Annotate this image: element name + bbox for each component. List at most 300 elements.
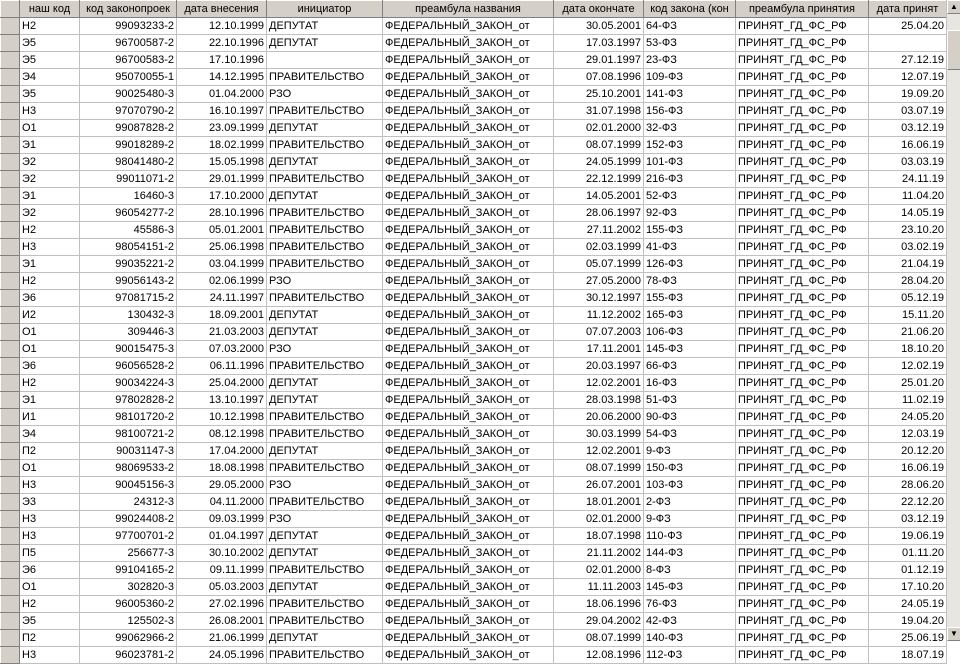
table-cell[interactable]: 03.04.1999: [177, 256, 267, 273]
table-cell[interactable]: ПРИНЯТ_ГД_ФС_РФ: [736, 341, 869, 358]
table-cell[interactable]: 2-ФЗ: [644, 494, 736, 511]
table-cell[interactable]: 126-ФЗ: [644, 256, 736, 273]
table-cell[interactable]: ДЕПУТАТ: [267, 375, 383, 392]
row-selector[interactable]: [1, 120, 20, 137]
table-cell[interactable]: Э2: [20, 205, 80, 222]
table-cell[interactable]: 12.07.19: [869, 69, 947, 86]
table-cell[interactable]: 28.10.1996: [177, 205, 267, 222]
table-row[interactable]: [1, 137, 947, 154]
table-cell[interactable]: О1: [20, 341, 80, 358]
table-cell[interactable]: ПРИНЯТ_ГД_ФС_РФ: [736, 358, 869, 375]
row-selector[interactable]: [1, 256, 20, 273]
row-selector[interactable]: [1, 52, 20, 69]
table-cell[interactable]: Н3: [20, 511, 80, 528]
table-row[interactable]: [1, 120, 947, 137]
row-selector[interactable]: [1, 222, 20, 239]
table-cell[interactable]: ФЕДЕРАЛЬНЫЙ_ЗАКОН_от: [383, 154, 554, 171]
table-cell[interactable]: 16.10.1997: [177, 103, 267, 120]
table-cell[interactable]: ПРИНЯТ_ГД_ФС_РФ: [736, 613, 869, 630]
table-cell[interactable]: 18.02.1999: [177, 137, 267, 154]
table-cell[interactable]: ДЕПУТАТ: [267, 324, 383, 341]
table-cell[interactable]: О1: [20, 120, 80, 137]
column-header[interactable]: преамбула названия: [383, 1, 554, 18]
table-cell[interactable]: 21.06.1999: [177, 630, 267, 647]
table-cell[interactable]: ФЕДЕРАЛЬНЫЙ_ЗАКОН_от: [383, 256, 554, 273]
table-cell[interactable]: ПРАВИТЕЛЬСТВО: [267, 205, 383, 222]
table-cell[interactable]: ПРИНЯТ_ГД_ФС_РФ: [736, 494, 869, 511]
table-cell[interactable]: 96023781-2: [80, 647, 177, 664]
table-row[interactable]: [1, 69, 947, 86]
table-cell[interactable]: 9-ФЗ: [644, 511, 736, 528]
table-cell[interactable]: 03.12.19: [869, 511, 947, 528]
table-cell[interactable]: ФЕДЕРАЛЬНЫЙ_ЗАКОН_от: [383, 222, 554, 239]
table-cell[interactable]: Э2: [20, 154, 80, 171]
table-cell[interactable]: Н2: [20, 222, 80, 239]
table-cell[interactable]: 66-ФЗ: [644, 358, 736, 375]
table-cell[interactable]: РЗО: [267, 86, 383, 103]
table-cell[interactable]: 30.03.1999: [554, 426, 644, 443]
table-cell[interactable]: И1: [20, 409, 80, 426]
table-cell[interactable]: ФЕДЕРАЛЬНЫЙ_ЗАКОН_от: [383, 86, 554, 103]
table-cell[interactable]: ПРАВИТЕЛЬСТВО: [267, 596, 383, 613]
row-selector[interactable]: [1, 341, 20, 358]
table-cell[interactable]: 12.02.2001: [554, 375, 644, 392]
table-cell[interactable]: 11.11.2003: [554, 579, 644, 596]
table-cell[interactable]: 29.01.1999: [177, 171, 267, 188]
table-cell[interactable]: 156-ФЗ: [644, 103, 736, 120]
table-cell[interactable]: Э1: [20, 256, 80, 273]
table-cell[interactable]: 97081715-2: [80, 290, 177, 307]
table-cell[interactable]: 30.12.1997: [554, 290, 644, 307]
table-cell[interactable]: О1: [20, 579, 80, 596]
table-cell[interactable]: П2: [20, 443, 80, 460]
table-cell[interactable]: 28.04.20: [869, 273, 947, 290]
table-cell[interactable]: ФЕДЕРАЛЬНЫЙ_ЗАКОН_от: [383, 426, 554, 443]
table-cell[interactable]: 22.10.1996: [177, 35, 267, 52]
table-cell[interactable]: Э1: [20, 392, 80, 409]
table-cell[interactable]: 90015475-3: [80, 341, 177, 358]
table-cell[interactable]: ДЕПУТАТ: [267, 120, 383, 137]
table-cell[interactable]: 05.07.1999: [554, 256, 644, 273]
table-row[interactable]: [1, 256, 947, 273]
table-row[interactable]: [1, 494, 947, 511]
table-cell[interactable]: 16.06.19: [869, 137, 947, 154]
table-cell[interactable]: 10.12.1998: [177, 409, 267, 426]
table-row[interactable]: [1, 154, 947, 171]
table-cell[interactable]: Э3: [20, 494, 80, 511]
table-cell[interactable]: Э6: [20, 562, 80, 579]
table-cell[interactable]: 130432-3: [80, 307, 177, 324]
table-cell[interactable]: 01.11.20: [869, 545, 947, 562]
table-cell[interactable]: 20.12.20: [869, 443, 947, 460]
row-selector[interactable]: [1, 86, 20, 103]
table-cell[interactable]: ФЕДЕРАЛЬНЫЙ_ЗАКОН_от: [383, 324, 554, 341]
table-row[interactable]: [1, 392, 947, 409]
table-cell[interactable]: 16460-3: [80, 188, 177, 205]
table-cell[interactable]: ПРИНЯТ_ГД_ФС_РФ: [736, 290, 869, 307]
table-cell[interactable]: ПРИНЯТ_ГД_ФС_РФ: [736, 239, 869, 256]
table-cell[interactable]: 31.07.1998: [554, 103, 644, 120]
row-selector[interactable]: [1, 613, 20, 630]
row-selector[interactable]: [1, 630, 20, 647]
table-cell[interactable]: 28.03.1998: [554, 392, 644, 409]
table-cell[interactable]: ДЕПУТАТ: [267, 443, 383, 460]
table-cell[interactable]: 99011071-2: [80, 171, 177, 188]
table-cell[interactable]: ПРИНЯТ_ГД_ФС_РФ: [736, 324, 869, 341]
table-cell[interactable]: 02.06.1999: [177, 273, 267, 290]
table-cell[interactable]: 76-ФЗ: [644, 596, 736, 613]
row-selector[interactable]: [1, 205, 20, 222]
table-cell[interactable]: 144-ФЗ: [644, 545, 736, 562]
table-cell[interactable]: ПРИНЯТ_ГД_ФС_РФ: [736, 647, 869, 664]
table-cell[interactable]: 22.12.1999: [554, 171, 644, 188]
table-cell[interactable]: ПРИНЯТ_ГД_ФС_РФ: [736, 562, 869, 579]
row-selector[interactable]: [1, 273, 20, 290]
table-cell[interactable]: ДЕПУТАТ: [267, 545, 383, 562]
table-cell[interactable]: 19.04.20: [869, 613, 947, 630]
table-cell[interactable]: О1: [20, 324, 80, 341]
table-cell[interactable]: ФЕДЕРАЛЬНЫЙ_ЗАКОН_от: [383, 205, 554, 222]
table-cell[interactable]: 90045156-3: [80, 477, 177, 494]
table-cell[interactable]: 145-ФЗ: [644, 579, 736, 596]
table-row[interactable]: [1, 290, 947, 307]
table-cell[interactable]: ПРИНЯТ_ГД_ФС_РФ: [736, 35, 869, 52]
table-cell[interactable]: 18.07.19: [869, 647, 947, 664]
table-cell[interactable]: ПРАВИТЕЛЬСТВО: [267, 239, 383, 256]
table-cell[interactable]: 90025480-3: [80, 86, 177, 103]
row-selector[interactable]: [1, 511, 20, 528]
table-cell[interactable]: 05.01.2001: [177, 222, 267, 239]
table-cell[interactable]: 25.04.20: [869, 18, 947, 35]
row-selector[interactable]: [1, 579, 20, 596]
table-cell[interactable]: 18.10.20: [869, 341, 947, 358]
table-cell[interactable]: 02.03.1999: [554, 239, 644, 256]
row-selector[interactable]: [1, 409, 20, 426]
column-header[interactable]: код законопроек: [80, 1, 177, 18]
table-cell[interactable]: ПРИНЯТ_ГД_ФС_РФ: [736, 460, 869, 477]
row-selector[interactable]: [1, 18, 20, 35]
table-cell[interactable]: 21.06.20: [869, 324, 947, 341]
table-cell[interactable]: 19.06.19: [869, 528, 947, 545]
table-cell[interactable]: 24.05.19: [869, 596, 947, 613]
row-selector[interactable]: [1, 154, 20, 171]
table-cell[interactable]: 08.07.1999: [554, 630, 644, 647]
table-cell[interactable]: ФЕДЕРАЛЬНЫЙ_ЗАКОН_от: [383, 528, 554, 545]
table-cell[interactable]: ФЕДЕРАЛЬНЫЙ_ЗАКОН_от: [383, 307, 554, 324]
table-cell[interactable]: ФЕДЕРАЛЬНЫЙ_ЗАКОН_от: [383, 375, 554, 392]
table-cell[interactable]: ФЕДЕРАЛЬНЫЙ_ЗАКОН_от: [383, 494, 554, 511]
table-cell[interactable]: 16.06.19: [869, 460, 947, 477]
table-cell[interactable]: ПРИНЯТ_ГД_ФС_РФ: [736, 477, 869, 494]
table-cell[interactable]: ПРАВИТЕЛЬСТВО: [267, 69, 383, 86]
vertical-scrollbar[interactable]: [946, 0, 960, 641]
table-cell[interactable]: 112-ФЗ: [644, 647, 736, 664]
table-cell[interactable]: 98041480-2: [80, 154, 177, 171]
row-selector[interactable]: [1, 358, 20, 375]
table-cell[interactable]: ФЕДЕРАЛЬНЫЙ_ЗАКОН_от: [383, 460, 554, 477]
table-row[interactable]: [1, 273, 947, 290]
table-cell[interactable]: ФЕДЕРАЛЬНЫЙ_ЗАКОН_от: [383, 239, 554, 256]
table-cell[interactable]: П2: [20, 630, 80, 647]
table-cell[interactable]: ПРИНЯТ_ГД_ФС_РФ: [736, 528, 869, 545]
table-cell[interactable]: 152-ФЗ: [644, 137, 736, 154]
table-cell[interactable]: ПРАВИТЕЛЬСТВО: [267, 426, 383, 443]
table-cell[interactable]: 145-ФЗ: [644, 341, 736, 358]
table-cell[interactable]: 05.12.19: [869, 290, 947, 307]
table-cell[interactable]: 06.11.1996: [177, 358, 267, 375]
column-header[interactable]: инициатор: [267, 1, 383, 18]
table-cell[interactable]: 54-ФЗ: [644, 426, 736, 443]
table-cell[interactable]: ПРИНЯТ_ГД_ФС_РФ: [736, 18, 869, 35]
table-cell[interactable]: Н2: [20, 273, 80, 290]
table-cell[interactable]: ПРИНЯТ_ГД_ФС_РФ: [736, 52, 869, 69]
table-cell[interactable]: 52-ФЗ: [644, 188, 736, 205]
table-cell[interactable]: ФЕДЕРАЛЬНЫЙ_ЗАКОН_от: [383, 358, 554, 375]
table-cell[interactable]: ПРИНЯТ_ГД_ФС_РФ: [736, 120, 869, 137]
column-header[interactable]: дата принят: [869, 1, 947, 18]
table-row[interactable]: [1, 86, 947, 103]
row-selector[interactable]: [1, 494, 20, 511]
table-cell[interactable]: 17.10.20: [869, 579, 947, 596]
table-cell[interactable]: Э5: [20, 35, 80, 52]
table-cell[interactable]: 51-ФЗ: [644, 392, 736, 409]
table-cell[interactable]: 01.12.19: [869, 562, 947, 579]
table-cell[interactable]: 64-ФЗ: [644, 18, 736, 35]
table-cell[interactable]: 29.04.2002: [554, 613, 644, 630]
table-cell[interactable]: ПРИНЯТ_ГД_ФС_РФ: [736, 222, 869, 239]
table-cell[interactable]: 92-ФЗ: [644, 205, 736, 222]
table-cell[interactable]: 125502-3: [80, 613, 177, 630]
table-cell[interactable]: 23.10.20: [869, 222, 947, 239]
table-cell[interactable]: 26.07.2001: [554, 477, 644, 494]
row-selector[interactable]: [1, 324, 20, 341]
table-cell[interactable]: 19.09.20: [869, 86, 947, 103]
table-cell[interactable]: ДЕПУТАТ: [267, 630, 383, 647]
table-cell[interactable]: 20.03.1997: [554, 358, 644, 375]
table-cell[interactable]: 141-ФЗ: [644, 86, 736, 103]
table-row[interactable]: [1, 647, 947, 664]
row-selector[interactable]: [1, 647, 20, 664]
row-selector[interactable]: [1, 188, 20, 205]
table-cell[interactable]: 20.06.2000: [554, 409, 644, 426]
table-cell[interactable]: 05.03.2003: [177, 579, 267, 596]
table-row[interactable]: [1, 477, 947, 494]
table-row[interactable]: [1, 341, 947, 358]
table-cell[interactable]: ФЕДЕРАЛЬНЫЙ_ЗАКОН_от: [383, 443, 554, 460]
table-cell[interactable]: 27.02.1996: [177, 596, 267, 613]
table-cell[interactable]: 18.07.1998: [554, 528, 644, 545]
table-cell[interactable]: 96700583-2: [80, 52, 177, 69]
table-row[interactable]: [1, 222, 947, 239]
table-cell[interactable]: 26.08.2001: [177, 613, 267, 630]
row-selector[interactable]: [1, 69, 20, 86]
table-cell[interactable]: РЗО: [267, 477, 383, 494]
table-cell[interactable]: 78-ФЗ: [644, 273, 736, 290]
row-selector[interactable]: [1, 426, 20, 443]
table-row[interactable]: [1, 188, 947, 205]
table-cell[interactable]: ФЕДЕРАЛЬНЫЙ_ЗАКОН_от: [383, 392, 554, 409]
table-cell[interactable]: РЗО: [267, 273, 383, 290]
table-cell[interactable]: Э6: [20, 290, 80, 307]
table-cell[interactable]: 27.12.19: [869, 52, 947, 69]
table-row[interactable]: [1, 205, 947, 222]
table-cell[interactable]: 04.11.2000: [177, 494, 267, 511]
table-cell[interactable]: ФЕДЕРАЛЬНЫЙ_ЗАКОН_от: [383, 579, 554, 596]
table-cell[interactable]: ФЕДЕРАЛЬНЫЙ_ЗАКОН_от: [383, 613, 554, 630]
table-cell[interactable]: ПРАВИТЕЛЬСТВО: [267, 460, 383, 477]
table-row[interactable]: [1, 239, 947, 256]
table-cell[interactable]: Э5: [20, 613, 80, 630]
row-selector[interactable]: [1, 239, 20, 256]
table-cell[interactable]: 14.05.2001: [554, 188, 644, 205]
table-cell[interactable]: 99018289-2: [80, 137, 177, 154]
table-cell[interactable]: 25.01.20: [869, 375, 947, 392]
table-cell[interactable]: Э5: [20, 86, 80, 103]
row-selector[interactable]: [1, 35, 20, 52]
table-cell[interactable]: ДЕПУТАТ: [267, 154, 383, 171]
table-cell[interactable]: Э6: [20, 358, 80, 375]
table-cell[interactable]: 12.03.19: [869, 426, 947, 443]
table-cell[interactable]: ПРИНЯТ_ГД_ФС_РФ: [736, 409, 869, 426]
table-cell[interactable]: 90031147-3: [80, 443, 177, 460]
table-row[interactable]: [1, 460, 947, 477]
table-cell[interactable]: ФЕДЕРАЛЬНЫЙ_ЗАКОН_от: [383, 630, 554, 647]
row-selector[interactable]: [1, 103, 20, 120]
table-cell[interactable]: ПРИНЯТ_ГД_ФС_РФ: [736, 392, 869, 409]
table-cell[interactable]: 03.12.19: [869, 120, 947, 137]
table-cell[interactable]: ФЕДЕРАЛЬНЫЙ_ЗАКОН_от: [383, 171, 554, 188]
table-cell[interactable]: 99104165-2: [80, 562, 177, 579]
table-cell[interactable]: ПРАВИТЕЛЬСТВО: [267, 103, 383, 120]
table-cell[interactable]: ФЕДЕРАЛЬНЫЙ_ЗАКОН_от: [383, 562, 554, 579]
table-cell[interactable]: 24.11.1997: [177, 290, 267, 307]
table-cell[interactable]: 03.03.19: [869, 154, 947, 171]
column-header[interactable]: дата внесения: [177, 1, 267, 18]
table-cell[interactable]: 21.03.2003: [177, 324, 267, 341]
table-row[interactable]: [1, 18, 947, 35]
table-cell[interactable]: Н3: [20, 239, 80, 256]
table-row[interactable]: [1, 171, 947, 188]
table-cell[interactable]: Э1: [20, 137, 80, 154]
table-row[interactable]: [1, 528, 947, 545]
table-cell[interactable]: 302820-3: [80, 579, 177, 596]
table-cell[interactable]: [267, 52, 383, 69]
table-cell[interactable]: ФЕДЕРАЛЬНЫЙ_ЗАКОН_от: [383, 273, 554, 290]
table-cell[interactable]: ПРИНЯТ_ГД_ФС_РФ: [736, 426, 869, 443]
table-cell[interactable]: 110-ФЗ: [644, 528, 736, 545]
table-cell[interactable]: 9-ФЗ: [644, 443, 736, 460]
table-cell[interactable]: 15.11.20: [869, 307, 947, 324]
table-row[interactable]: [1, 103, 947, 120]
table-cell[interactable]: 09.11.1999: [177, 562, 267, 579]
table-cell[interactable]: 29.05.2000: [177, 477, 267, 494]
table-cell[interactable]: [869, 35, 947, 52]
table-cell[interactable]: ПРАВИТЕЛЬСТВО: [267, 171, 383, 188]
table-cell[interactable]: ПРИНЯТ_ГД_ФС_РФ: [736, 545, 869, 562]
table-cell[interactable]: ДЕПУТАТ: [267, 528, 383, 545]
table-cell[interactable]: 103-ФЗ: [644, 477, 736, 494]
table-cell[interactable]: 155-ФЗ: [644, 290, 736, 307]
table-row[interactable]: [1, 630, 947, 647]
table-cell[interactable]: 09.03.1999: [177, 511, 267, 528]
table-cell[interactable]: 18.01.2001: [554, 494, 644, 511]
table-cell[interactable]: ПРИНЯТ_ГД_ФС_РФ: [736, 188, 869, 205]
table-cell[interactable]: 12.10.1999: [177, 18, 267, 35]
table-cell[interactable]: 28.06.20: [869, 477, 947, 494]
table-cell[interactable]: 24.05.20: [869, 409, 947, 426]
table-cell[interactable]: 25.10.2001: [554, 86, 644, 103]
table-cell[interactable]: 96700587-2: [80, 35, 177, 52]
table-cell[interactable]: ПРИНЯТ_ГД_ФС_РФ: [736, 205, 869, 222]
table-cell[interactable]: 98054151-2: [80, 239, 177, 256]
table-cell[interactable]: 02.01.2000: [554, 120, 644, 137]
table-cell[interactable]: 256677-3: [80, 545, 177, 562]
table-cell[interactable]: 17.04.2000: [177, 443, 267, 460]
table-cell[interactable]: 01.04.2000: [177, 86, 267, 103]
table-cell[interactable]: ФЕДЕРАЛЬНЫЙ_ЗАКОН_от: [383, 647, 554, 664]
table-cell[interactable]: 24312-3: [80, 494, 177, 511]
table-cell[interactable]: 8-ФЗ: [644, 562, 736, 579]
table-cell[interactable]: ПРИНЯТ_ГД_ФС_РФ: [736, 103, 869, 120]
table-cell[interactable]: РЗО: [267, 511, 383, 528]
table-cell[interactable]: 97700701-2: [80, 528, 177, 545]
table-cell[interactable]: ПРИНЯТ_ГД_ФС_РФ: [736, 307, 869, 324]
row-selector[interactable]: [1, 171, 20, 188]
table-cell[interactable]: ФЕДЕРАЛЬНЫЙ_ЗАКОН_от: [383, 409, 554, 426]
table-cell[interactable]: 99087828-2: [80, 120, 177, 137]
table-cell[interactable]: 17.10.1996: [177, 52, 267, 69]
table-cell[interactable]: ПРИНЯТ_ГД_ФС_РФ: [736, 511, 869, 528]
table-cell[interactable]: ПРИНЯТ_ГД_ФС_РФ: [736, 630, 869, 647]
table-cell[interactable]: 25.06.19: [869, 630, 947, 647]
table-cell[interactable]: 17.03.1997: [554, 35, 644, 52]
row-selector[interactable]: [1, 392, 20, 409]
table-cell[interactable]: 216-ФЗ: [644, 171, 736, 188]
table-cell[interactable]: 24.05.1996: [177, 647, 267, 664]
table-row[interactable]: [1, 409, 947, 426]
table-cell[interactable]: ПРАВИТЕЛЬСТВО: [267, 562, 383, 579]
row-selector[interactable]: [1, 545, 20, 562]
table-cell[interactable]: ДЕПУТАТ: [267, 18, 383, 35]
table-cell[interactable]: 309446-3: [80, 324, 177, 341]
table-cell[interactable]: Н3: [20, 647, 80, 664]
table-cell[interactable]: 12.02.2001: [554, 443, 644, 460]
table-cell[interactable]: 11.04.20: [869, 188, 947, 205]
table-cell[interactable]: ФЕДЕРАЛЬНЫЙ_ЗАКОН_от: [383, 120, 554, 137]
table-cell[interactable]: 32-ФЗ: [644, 120, 736, 137]
table-cell[interactable]: Э1: [20, 188, 80, 205]
table-cell[interactable]: 08.12.1998: [177, 426, 267, 443]
table-cell[interactable]: 90034224-3: [80, 375, 177, 392]
table-cell[interactable]: ФЕДЕРАЛЬНЫЙ_ЗАКОН_от: [383, 103, 554, 120]
table-cell[interactable]: ФЕДЕРАЛЬНЫЙ_ЗАКОН_от: [383, 188, 554, 205]
table-cell[interactable]: 23-ФЗ: [644, 52, 736, 69]
table-row[interactable]: [1, 511, 947, 528]
table-cell[interactable]: 21.11.2002: [554, 545, 644, 562]
table-cell[interactable]: 45586-3: [80, 222, 177, 239]
table-cell[interactable]: 30.10.2002: [177, 545, 267, 562]
table-row[interactable]: [1, 324, 947, 341]
table-cell[interactable]: 03.07.19: [869, 103, 947, 120]
table-cell[interactable]: 22.12.20: [869, 494, 947, 511]
table-cell[interactable]: 150-ФЗ: [644, 460, 736, 477]
table-row[interactable]: [1, 545, 947, 562]
table-row[interactable]: [1, 358, 947, 375]
table-cell[interactable]: 01.04.1997: [177, 528, 267, 545]
table-row[interactable]: [1, 52, 947, 69]
table-cell[interactable]: 14.12.1995: [177, 69, 267, 86]
table-cell[interactable]: 16-ФЗ: [644, 375, 736, 392]
